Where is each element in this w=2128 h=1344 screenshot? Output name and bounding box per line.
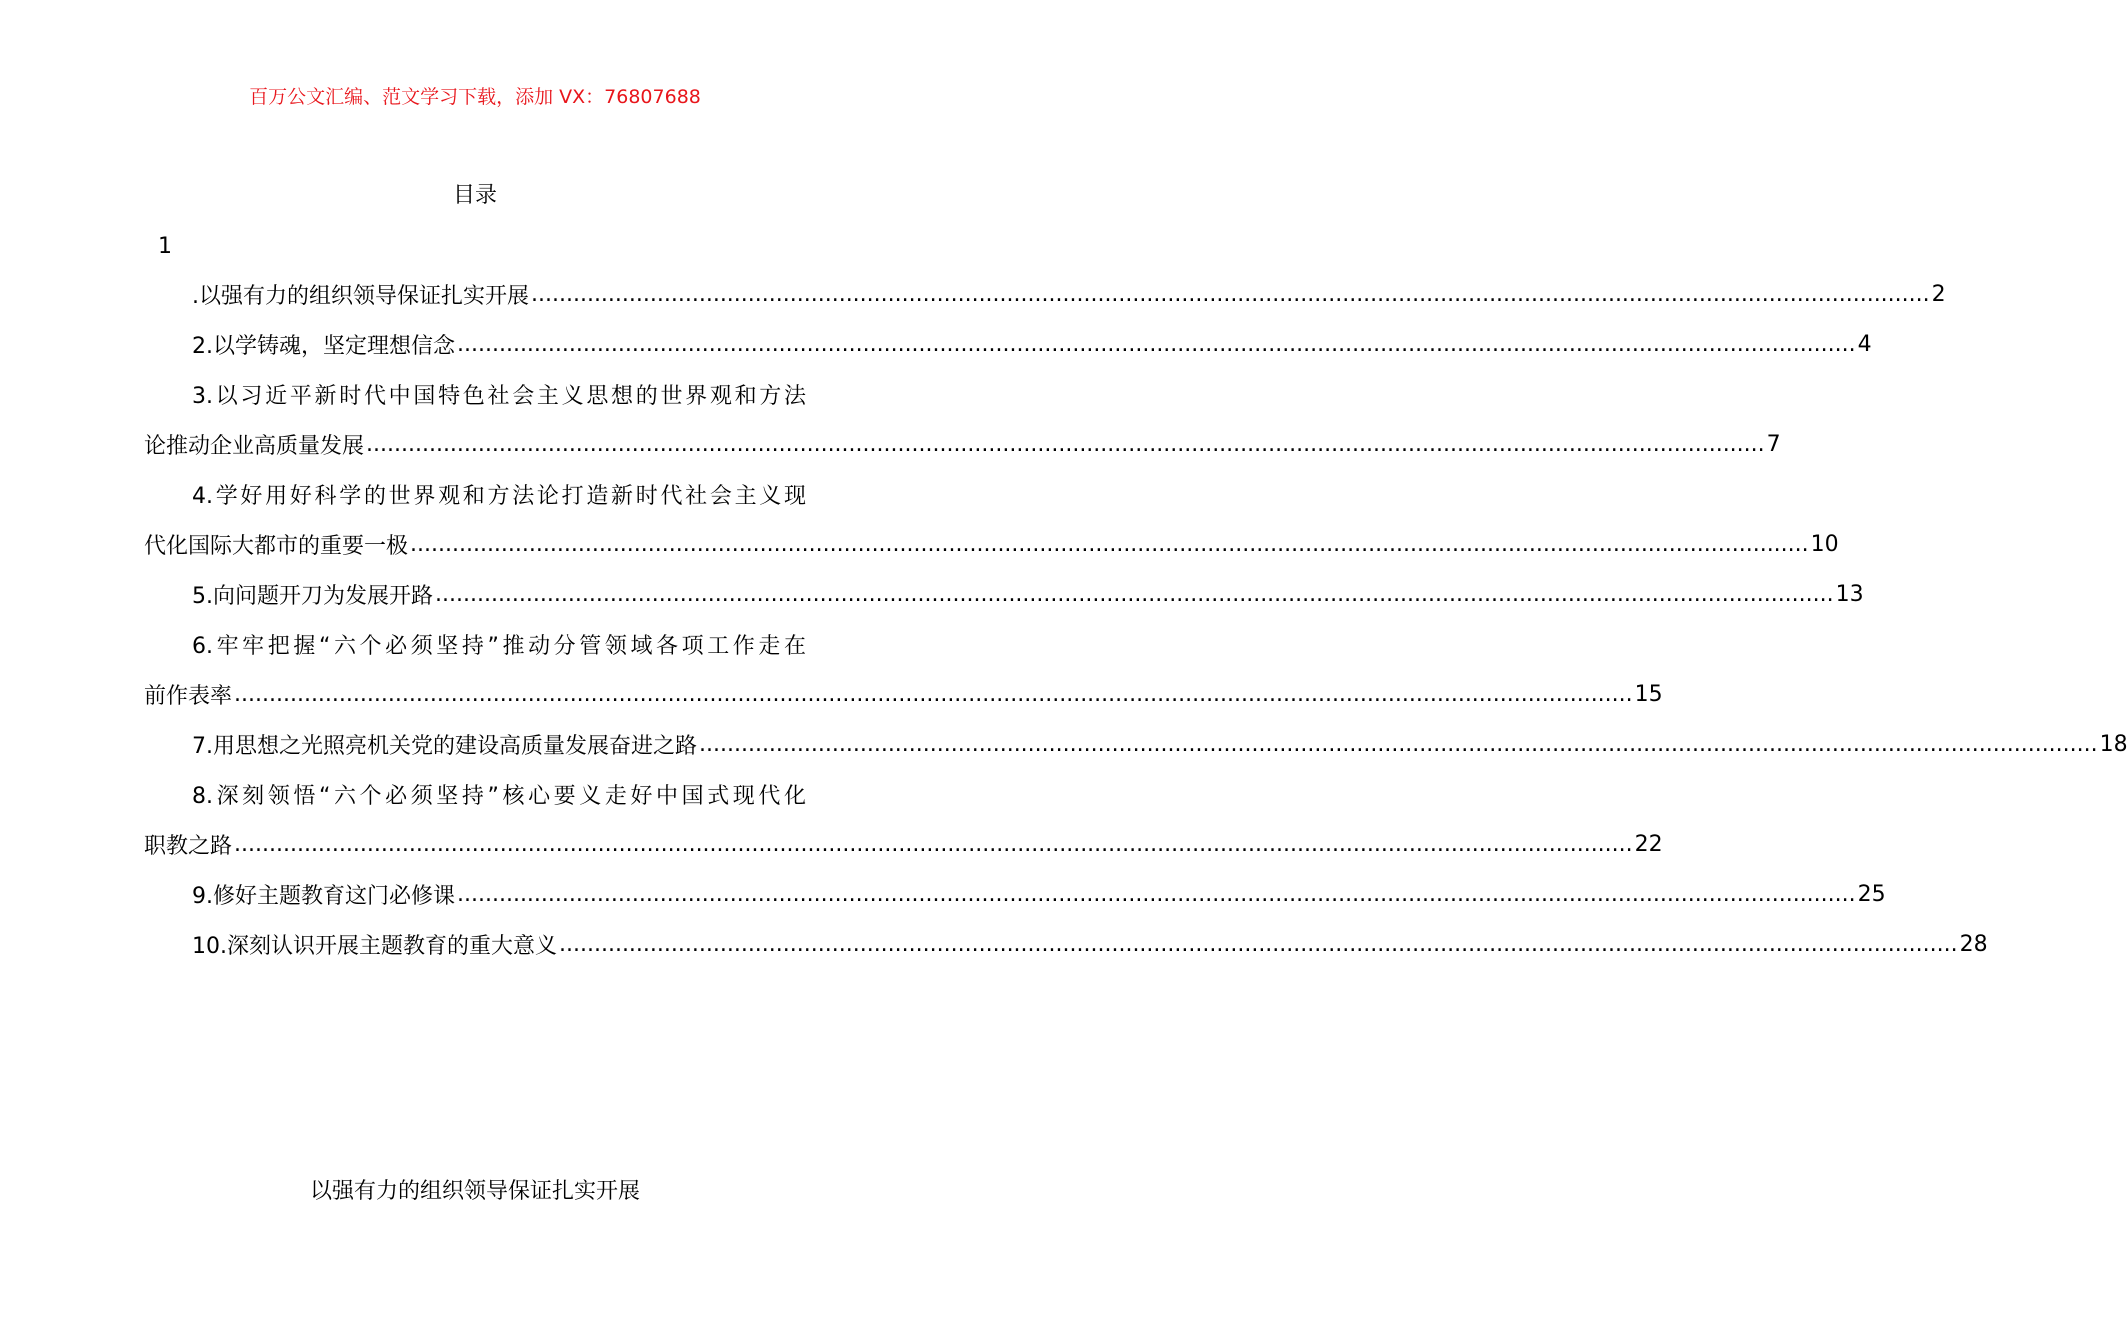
toc-entry-line1[interactable] — [144, 619, 806, 669]
toc-marker: 1 — [158, 234, 172, 259]
toc-entry-page: 22 — [1634, 831, 1663, 857]
toc-leader-dots: ........................................................................................................................................................................................................ — [234, 831, 1633, 857]
toc-entry-page: 10 — [1810, 531, 1839, 557]
header-banner: 百万公文汇编、范文学习下载，添加 VX：76807688 — [249, 86, 701, 108]
toc-entry-page: 2 — [1931, 281, 1946, 307]
toc-entry-title: 8.深刻领悟“六个必须坚持”核心要义走好中国式现代化 — [192, 783, 806, 809]
toc-leader-dots: ........................................................................................................................................................................................................ — [699, 731, 2098, 757]
toc-entry-title: .以强有力的组织领导保证扎实开展 — [192, 283, 529, 309]
toc-entry-page: 7 — [1766, 431, 1781, 457]
toc-title: 目录 — [452, 183, 497, 208]
toc-entry-title: 3.以习近平新时代中国特色社会主义思想的世界观和方法 — [192, 383, 806, 409]
toc-entry[interactable] — [144, 719, 2128, 769]
toc-entry-title-cont: 前作表率 — [144, 683, 233, 709]
toc-entry-page: 25 — [1857, 881, 1886, 907]
toc-entry-page: 4 — [1857, 331, 1872, 357]
toc-entry-page: 28 — [1959, 931, 1988, 957]
toc-entry[interactable] — [144, 319, 1872, 369]
toc-entry[interactable] — [144, 269, 1946, 319]
section-title: 以强有力的组织领导保证扎实开展 — [309, 1179, 640, 1204]
toc-leader-dots: ........................................................................................................................................................................................................ — [457, 331, 1856, 357]
toc-entry-line1[interactable] — [144, 769, 806, 819]
toc-entry-page: 18 — [2099, 731, 2128, 757]
toc-entry-title: 10.深刻认识开展主题教育的重大意义 — [192, 933, 557, 959]
toc-leader-dots: ........................................................................................................................................................................................................ — [435, 581, 1834, 607]
toc-leader-dots: ........................................................................................................................................................................................................ — [457, 881, 1856, 907]
toc-entry-page: 13 — [1835, 581, 1864, 607]
toc-entry-title: 2.以学铸魂，坚定理想信念 — [192, 333, 455, 359]
toc-entry-title: 5.向问题开刀为发展开路 — [192, 583, 433, 609]
toc-leader-dots: ........................................................................................................................................................................................................ — [559, 931, 1958, 957]
toc-entry-line1[interactable] — [144, 469, 806, 519]
table-of-contents — [144, 269, 2128, 969]
toc-leader-dots: ........................................................................................................................................................................................................ — [366, 431, 1765, 457]
toc-entry-title: 4.学好用好科学的世界观和方法论打造新时代社会主义现 — [192, 483, 806, 509]
toc-entry[interactable] — [144, 869, 1886, 919]
toc-entry-title-cont: 代化国际大都市的重要一极 — [144, 533, 409, 559]
toc-entry-title: 9.修好主题教育这门必修课 — [192, 883, 455, 909]
toc-entry-line1[interactable] — [144, 369, 806, 419]
toc-entry-title: 6.牢牢把握“六个必须坚持”推动分管领域各项工作走在 — [192, 633, 806, 659]
toc-entry-title: 7.用思想之光照亮机关党的建设高质量发展奋进之路 — [192, 733, 697, 759]
toc-leader-dots: ........................................................................................................................................................................................................ — [410, 531, 1809, 557]
toc-entry-line2[interactable] — [144, 819, 1663, 869]
toc-entry-line2[interactable] — [144, 419, 1781, 469]
toc-entry-line2[interactable] — [144, 669, 1663, 719]
toc-entry[interactable] — [144, 569, 1864, 619]
toc-leader-dots: ........................................................................................................................................................................................................ — [234, 681, 1633, 707]
toc-entry[interactable] — [144, 919, 1988, 969]
toc-entry-line2[interactable] — [144, 519, 1839, 569]
toc-entry-page: 15 — [1634, 681, 1663, 707]
toc-leader-dots: ........................................................................................................................................................................................................ — [531, 281, 1930, 307]
toc-entry-title-cont: 职教之路 — [144, 833, 233, 859]
toc-entry-title-cont: 论推动企业高质量发展 — [144, 433, 365, 459]
